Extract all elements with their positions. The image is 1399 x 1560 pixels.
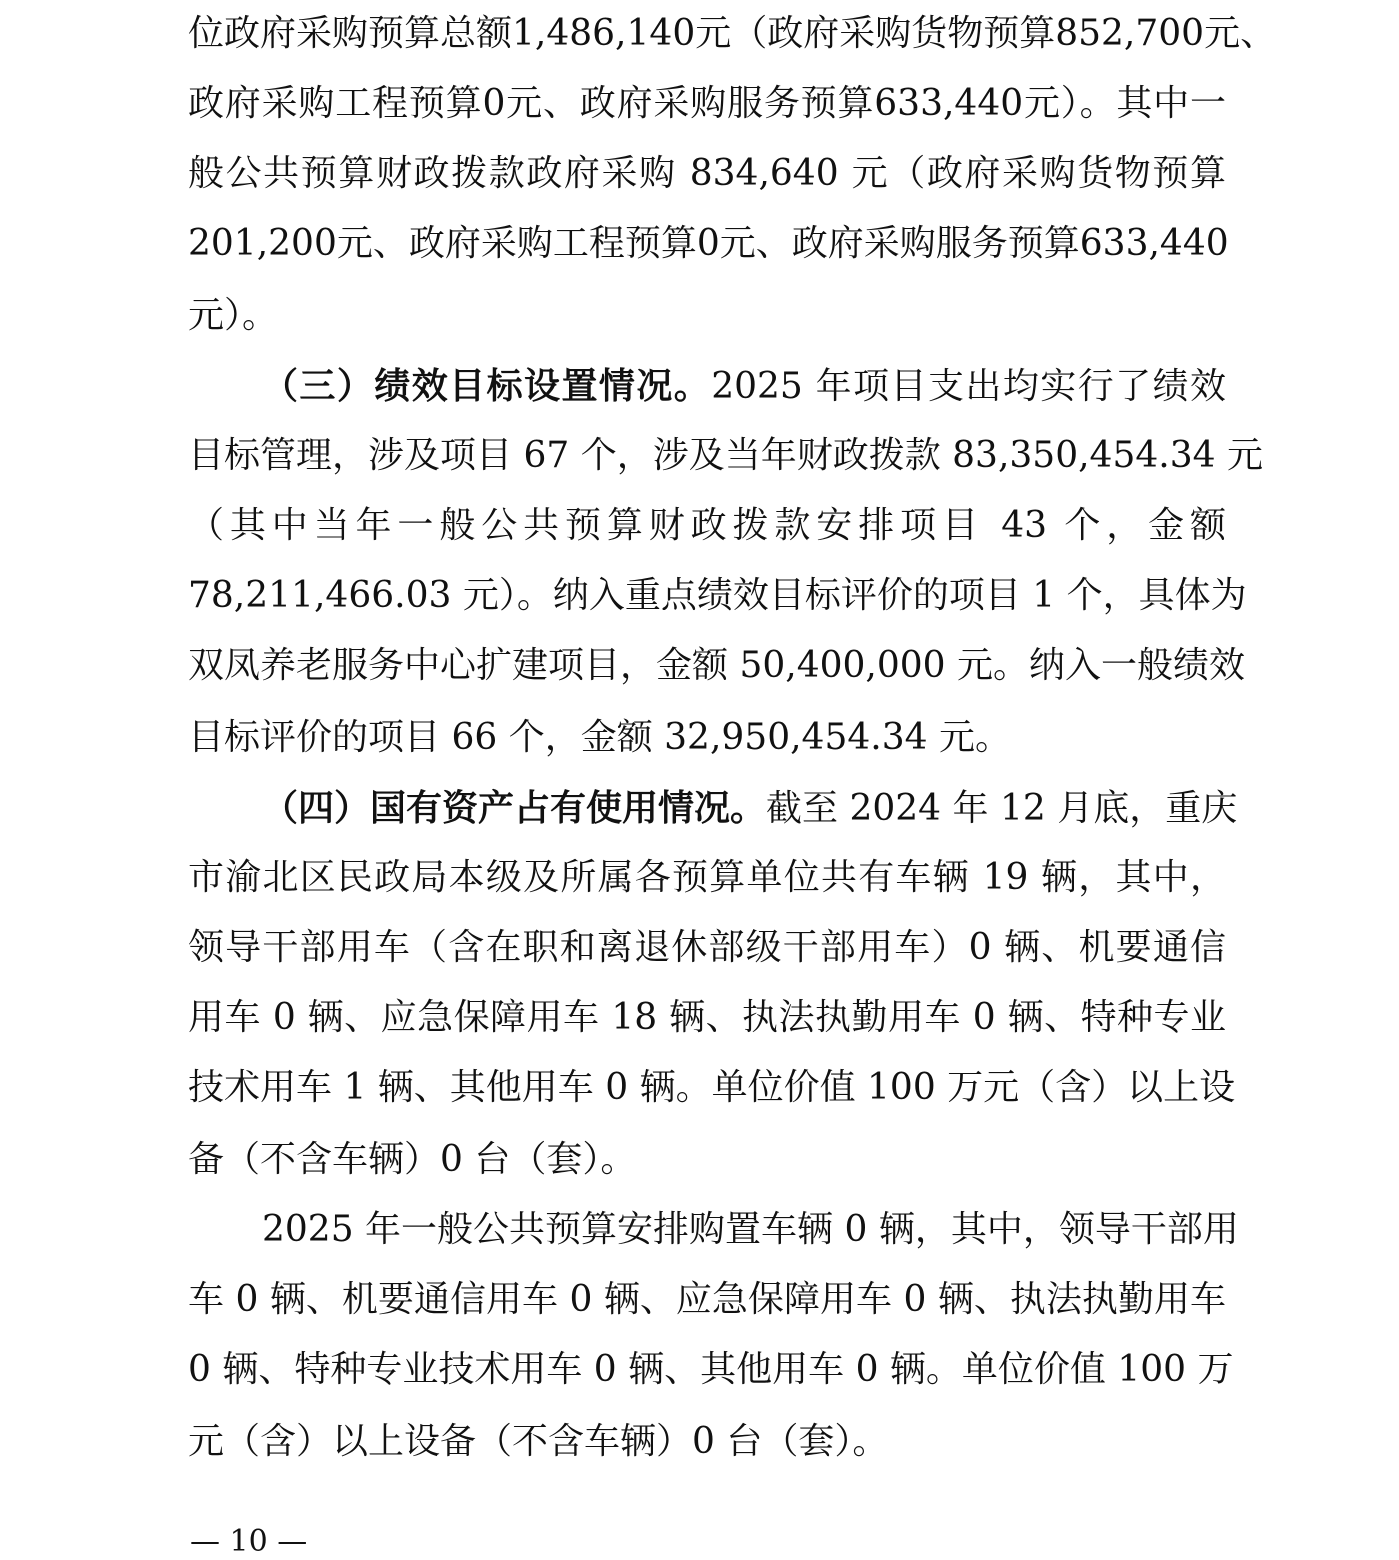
paragraph-line: 元（含）以上设备（不含车辆）0 台（套）。 — [188, 1421, 889, 1462]
section-4-heading: （四）国有资产占有使用情况。 — [262, 787, 767, 829]
paragraph-line: 技术用车 1 辆、其他用车 0 辆。单位价值 100 万元（含）以上设 — [188, 1067, 1236, 1108]
paragraph-line: 201,200元、政府采购工程预算0元、政府采购服务预算633,440 — [188, 223, 1229, 264]
paragraph-line: 车 0 辆、机要通信用车 0 辆、应急保障用车 0 辆、执法执勤用车 — [188, 1279, 1226, 1320]
paragraph-line: 0 辆、特种专业技术用车 0 辆、其他用车 0 辆。单位价值 100 万 — [188, 1349, 1234, 1390]
paragraph-line: 位政府采购预算总额1,486,140元（政府采购货物预算852,700元、 — [188, 13, 1277, 54]
section-3-first-line — [262, 364, 1226, 408]
paragraph-line: 市渝北区民政局本级及所属各预算单位共有车辆 19 辆，其中， — [188, 857, 1226, 898]
paragraph-line: 备（不含车辆）0 台（套）。 — [188, 1139, 637, 1180]
paragraph-first-line: 2025 年一般公共预算安排购置车辆 0 辆，其中，领导干部用 — [262, 1209, 1239, 1250]
paragraph-line: 元）。 — [188, 295, 279, 336]
section-4-first-line — [262, 786, 1238, 830]
section-3-heading: （三）绩效目标设置情况。 — [262, 365, 712, 407]
paragraph-line: （其中当年一般公共预算财政拨款安排项目 43 个，金额 — [188, 505, 1226, 546]
paragraph-line: 双凤养老服务中心扩建项目，金额 50,400,000 元。纳入一般绩效 — [188, 645, 1246, 686]
paragraph-line: 78,211,466.03 元）。纳入重点绩效目标评价的项目 1 个，具体为 — [188, 575, 1247, 616]
paragraph-line: 领导干部用车（含在职和离退休部级干部用车）0 辆、机要通信 — [188, 927, 1226, 968]
paragraph-line: 政府采购工程预算0元、政府采购服务预算633,440元）。其中一 — [188, 83, 1226, 124]
section-4-line-rest: 截至 2024 年 12 月底，重庆 — [766, 788, 1238, 829]
paragraph-line: 目标管理，涉及项目 67 个，涉及当年财政拨款 83,350,454.34 元 — [188, 435, 1263, 476]
section-3-line-rest: 2025 年项目支出均实行了绩效 — [711, 366, 1226, 407]
page-number: — 10 — — [190, 1524, 308, 1559]
paragraph-line: 用车 0 辆、应急保障用车 18 辆、执法执勤用车 0 辆、特种专业 — [188, 997, 1226, 1038]
paragraph-line: 目标评价的项目 66 个，金额 32,950,454.34 元。 — [188, 717, 1011, 758]
paragraph-line: 般公共预算财政拨款政府采购 834,640 元（政府采购货物预算 — [188, 153, 1226, 194]
